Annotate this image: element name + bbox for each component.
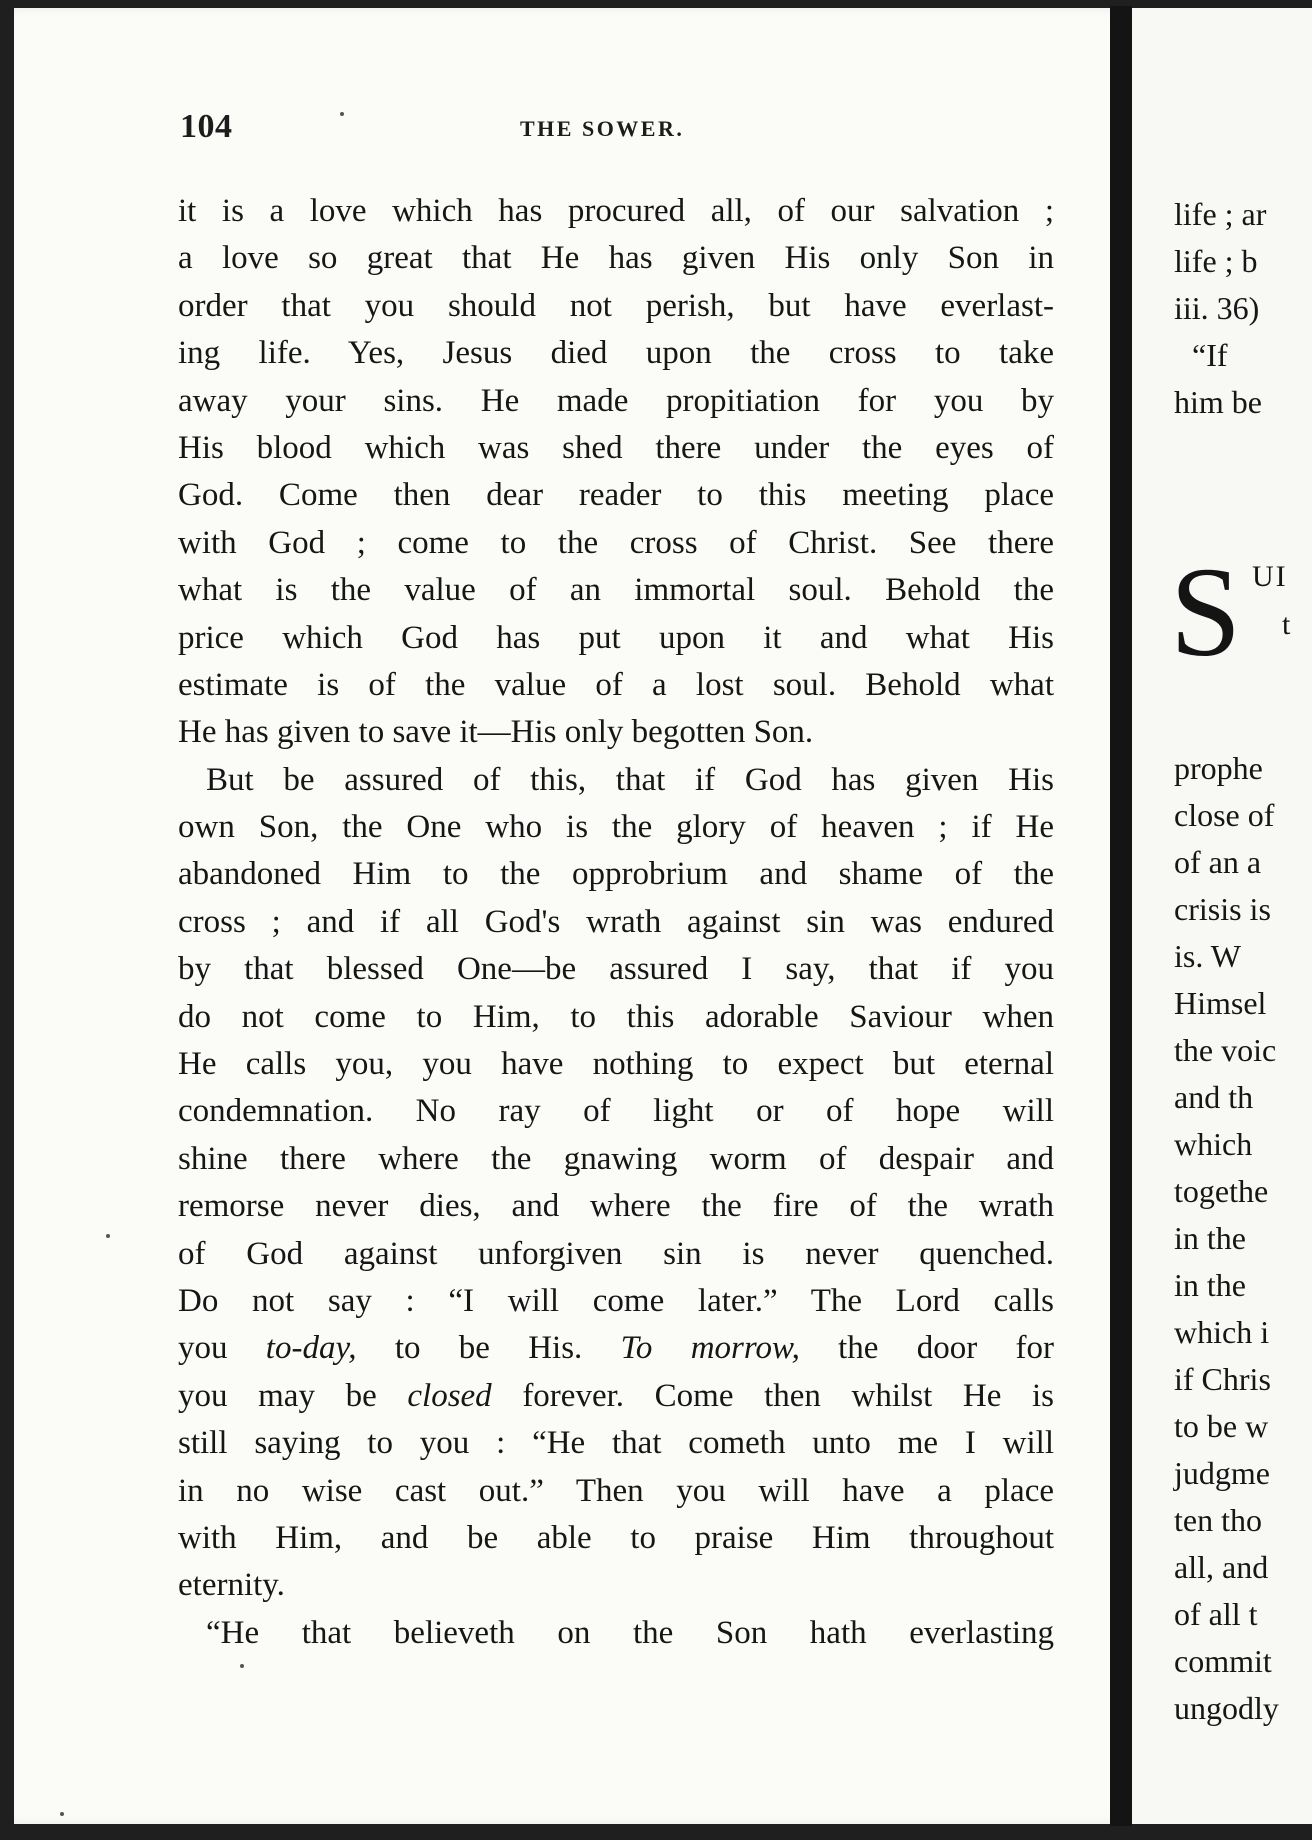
- text-fragment: which: [1174, 1126, 1253, 1162]
- text-fragment: life ; ar: [1174, 196, 1267, 232]
- scan-speck: [240, 1664, 244, 1668]
- text-line: what is the value of an immortal soul. Behold the: [178, 572, 1054, 609]
- text-fragment: “If: [1192, 337, 1228, 373]
- text-fragment: prophe: [1174, 750, 1263, 786]
- text-line: a love so great that He has given His only Son in: [178, 240, 1054, 277]
- text-fragment: him be: [1174, 384, 1262, 420]
- text-fragment: life ; b: [1174, 243, 1258, 279]
- text-line: in no wise cast out.” Then you will have a place: [178, 1472, 1054, 1509]
- text-line: He calls you, you have nothing to expect but eternal: [178, 1046, 1054, 1083]
- text-line: He has given to save it—His only begotten Son.: [178, 714, 814, 751]
- text-line: His blood which was shed there under the eyes of: [178, 429, 1054, 466]
- text-fragment: of all t: [1174, 1596, 1258, 1632]
- book-gutter: [1110, 6, 1132, 1826]
- text-line: still saying to you : “He that cometh unto me I will: [178, 1425, 1054, 1462]
- text-fragment: Himsel: [1174, 985, 1267, 1021]
- text-fragment: iii. 36): [1174, 290, 1260, 326]
- text-line: Do not say : “I will come later.” The Lord calls: [178, 1282, 1054, 1319]
- drop-cap: S: [1170, 541, 1242, 683]
- text-line: shine there where the gnawing worm of despair and: [178, 1140, 1054, 1177]
- text-line-with-italics: you may be closed forever. Come then whilst He is: [178, 1377, 1054, 1414]
- drop-cap-tail-second: t: [1282, 608, 1293, 641]
- text-line: abandoned Him to the opprobrium and shame of the: [178, 856, 1054, 893]
- scan-speck: [106, 1234, 110, 1238]
- text-fragment: in the: [1174, 1220, 1246, 1256]
- scan-speck: [340, 112, 344, 116]
- text-line: cross ; and if all God's wrath against sin was endured: [178, 903, 1054, 940]
- text-fragment: to be w: [1174, 1408, 1269, 1444]
- drop-cap-tail: UI: [1252, 560, 1288, 593]
- text-fragment: ten tho: [1174, 1502, 1262, 1538]
- text-fragment: togethe: [1174, 1173, 1269, 1209]
- text-fragment: judgme: [1174, 1455, 1270, 1491]
- text-line: with God ; come to the cross of Christ. See there: [178, 524, 1054, 561]
- text-line: But be assured of this, that if God has given His: [206, 761, 1054, 798]
- text-fragment: crisis is: [1174, 891, 1271, 927]
- running-title: THE SOWER.: [520, 116, 685, 141]
- text-line: with Him, and be able to praise Him throughout: [178, 1519, 1054, 1556]
- text-fragment: which i: [1174, 1314, 1270, 1350]
- text-line: “He that believeth on the Son hath everlasting: [206, 1614, 1054, 1651]
- text-line: own Son, the One who is the glory of heaven ; if He: [178, 809, 1054, 846]
- text-fragment: the voic: [1174, 1032, 1277, 1068]
- text-fragment: of an a: [1174, 844, 1262, 880]
- page-number: 104: [180, 108, 233, 145]
- text-line: do not come to Him, to this adorable Saviour when: [178, 998, 1054, 1035]
- text-line-with-italics: you to-day, to be His. To morrow, the door for: [178, 1330, 1054, 1367]
- right-page: [1132, 8, 1312, 1824]
- scan-speck: [60, 1812, 64, 1816]
- text-fragment: and th: [1174, 1079, 1254, 1115]
- text-line: eternity.: [178, 1567, 285, 1604]
- body-text: [178, 188, 1054, 1657]
- text-fragment: commit: [1174, 1643, 1272, 1679]
- text-fragment: ungodly: [1174, 1690, 1279, 1726]
- text-line: by that blessed One—be assured I say, that if you: [178, 951, 1054, 988]
- italic-text: To morrow,: [620, 1330, 800, 1367]
- text-line: ing life. Yes, Jesus died upon the cross to take: [178, 335, 1054, 372]
- text-line: it is a love which has procured all, of our salvation ;: [178, 193, 1054, 229]
- text-fragment: is. W: [1174, 938, 1241, 974]
- text-line: price which God has put upon it and what His: [178, 619, 1054, 656]
- italic-text: to-day,: [265, 1330, 357, 1367]
- text-line: estimate is of the value of a lost soul. Behold what: [178, 666, 1054, 703]
- text-line: order that you should not perish, but have everlast-: [178, 287, 1054, 324]
- italic-text: closed: [407, 1377, 492, 1414]
- running-head: [180, 108, 1050, 148]
- text-fragment: close of: [1174, 797, 1275, 833]
- text-fragment: in the: [1174, 1267, 1246, 1303]
- text-line: away your sins. He made propitiation for you by: [178, 382, 1054, 419]
- text-line: of God against unforgiven sin is never quenched.: [178, 1235, 1054, 1272]
- text-fragment: all, and: [1174, 1549, 1269, 1585]
- text-line: God. Come then dear reader to this meeting place: [178, 477, 1054, 514]
- text-line: condemnation. No ray of light or of hope will: [178, 1093, 1054, 1130]
- text-line: remorse never dies, and where the fire of the wrath: [178, 1188, 1054, 1225]
- text-fragment: if Chris: [1174, 1361, 1271, 1397]
